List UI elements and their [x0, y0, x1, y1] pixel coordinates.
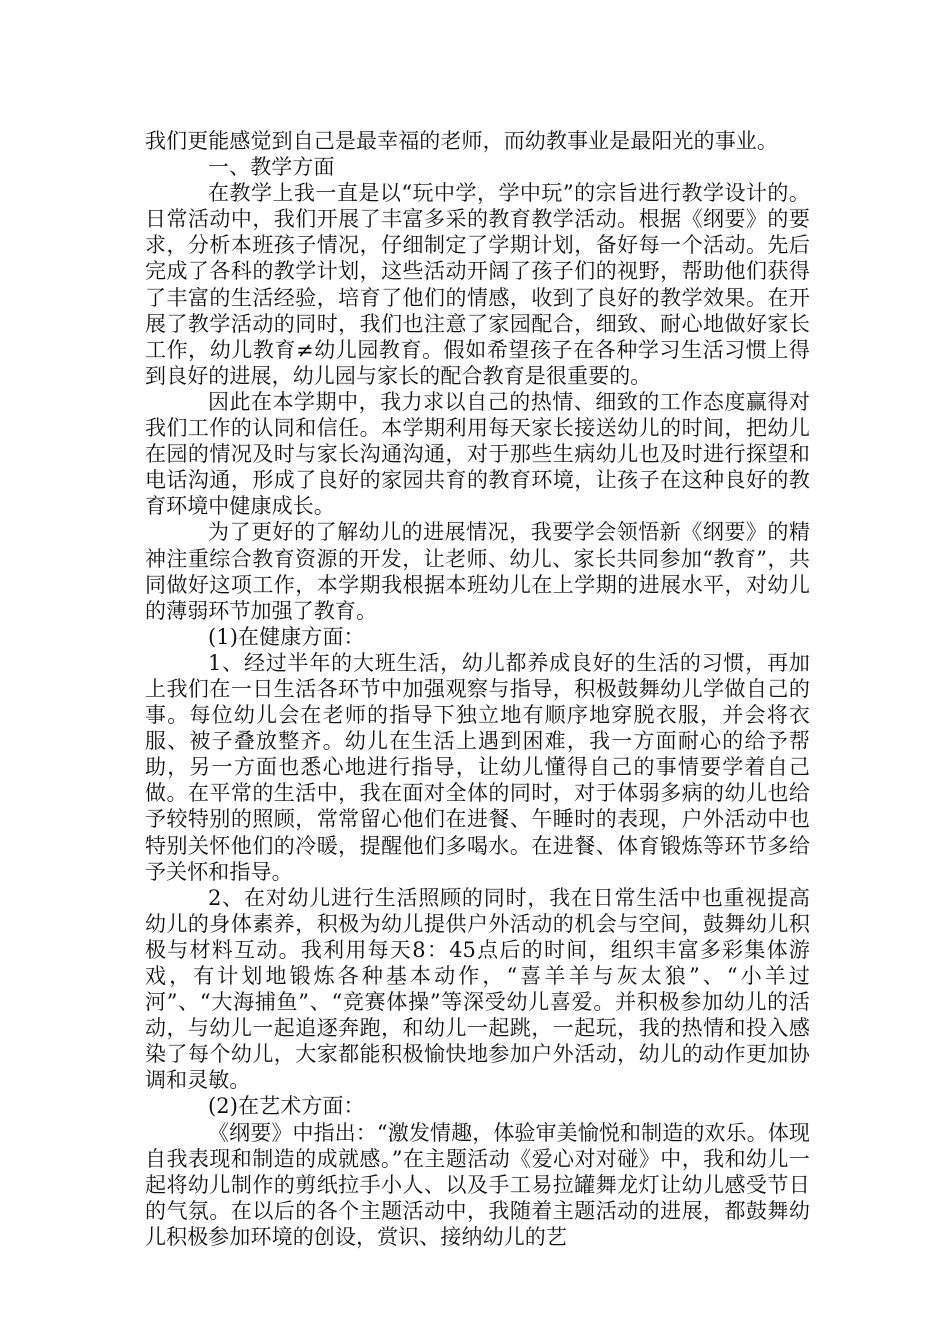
subheading-health: (1)在健康方面： — [208, 624, 365, 649]
paragraph-outline-goals: 为了更好的了解幼儿的进展情况，我要学会领悟新《纲要》的精神注重综合教育资源的开发，让老师、幼儿、家长共同参加“教育”，共同做好这项工作，本学期我根据本班幼儿在上学期的进展水平，对幼儿的薄弱环节加强了教育。 — [145, 520, 810, 623]
paragraph-parent-communication: 因此在本学期中，我力求以自己的热情、细致的工作态度赢得对我们工作的认同和信任。本学期利用每天家长接送幼儿的时间，把幼儿在园的情况及时与家长沟通沟通，对于那些生病幼儿也及时进行探望和电话沟通，形成了良好的家园共育的教育环境，让孩子在这种良好的教育环境中健康成长。 — [145, 389, 810, 519]
paragraph-intro-closing: 我们更能感觉到自己是最幸福的老师，而幼教事业是最阳光的事业。 — [145, 129, 778, 153]
paragraph-teaching-approach: 在教学上我一直是以“玩中学，学中玩”的宗旨进行教学设计的。日常活动中，我们开展了丰富多采的教育教学活动。根据《纲要》的要求，分析本班孩子情况，仔细制定了学期计划，备好每一个活动。先后完成了各科的教学计划，这些活动开阔了孩子们的视野，帮助他们获得了丰富的生活经验，培育了他们的情感，收到了良好的教学效果。在开展了教学活动的同时，我们也注意了家园配合，细致、耐心地做好家长工作，幼儿教育≠幼儿园教育。假如希望孩子在各种学习生活习惯上得到良好的进展，幼儿园与家长的配合教育是很重要的。 — [145, 181, 810, 388]
subheading-art: (2)在艺术方面： — [208, 1094, 365, 1119]
paragraph-art: 《纲要》中指出：“激发情趣，体验审美愉悦和制造的欢乐。体现自我表现和制造的成就感。”在主题活动《爱心对对碰》中，我和幼儿一起将幼儿制作的剪纸拉手小人、以及手工易拉罐舞龙灯让幼儿感受节日的气氛。在以后的各个主题活动中，我随着主题活动的进展，都鼓舞幼儿积极参加环境的创设，赏识、接纳幼儿的艺 — [145, 1120, 810, 1249]
paragraph-health-habits: 1、经过半年的大班生活，幼儿都养成良好的生活的习惯，再加上我们在一日生活各环节中加强观察与指导，积极鼓舞幼儿学做自己的事。每位幼儿会在老师的指导下独立地有顺序地穿脱衣服，并会将衣服、被子叠放整齐。幼儿在生活上遇到困难，我一方面耐心的给予帮助，另一方面也悉心地进行指导，让幼儿懂得自己的事情要学着自己做。在平常的生活中，我在面对全体的同时，对于体弱多病的幼儿也给予较特别的照顾，常常留心他们在进餐、午睡时的表现，户外活动中也特别关怀他们的冷暖，提醒他们多喝水。在进餐、体育锻炼等环节多给予关怀和指导。 — [145, 650, 810, 884]
section-heading-teaching: 一、教学方面 — [208, 155, 335, 180]
paragraph-health-activities: 2、在对幼儿进行生活照顾的同时，我在日常生活中也重视提高幼儿的身体素养，积极为幼儿提供户外活动的机会与空间，鼓舞幼儿积极与材料互动。我利用每天8：45点后的时间，组织丰富多彩集体游戏，有计划地锻炼各种基本动作，“喜羊羊与灰太狼”、“小羊过河”、“大海捕鱼”、“竞赛体操”等深受幼儿喜爱。并积极参加幼儿的活动，与幼儿一起追逐奔跑，和幼儿一起跳，一起玩，我的热情和投入感染了每个幼儿，大家都能积极愉快地参加户外活动，幼儿的动作更加协调和灵敏。 — [145, 885, 810, 1093]
document-body — [145, 128, 810, 1250]
